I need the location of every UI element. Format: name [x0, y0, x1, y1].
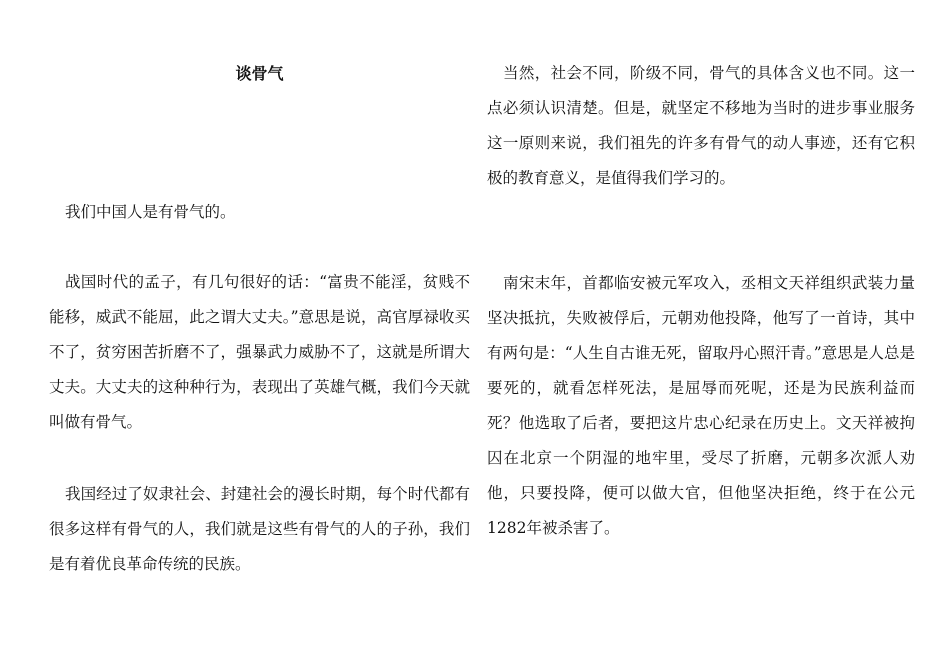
paragraph: 我国经过了奴隶社会、封建社会的漫长时期，每个时代都有很多这样有骨气的人，我们就是这些有骨气的人的子孙，我们是有着优良革命传统的民族。 [49, 485, 470, 573]
paragraph: 我们中国人是有骨气的。 [65, 203, 236, 221]
left-column [49, 0, 470, 672]
paragraph: 南宋末年，首都临安被元军攻入，丞相文天祥组织武装力量坚决抵抗，失败被俘后，元朝劝他投降，他写了一首诗，其中有两句是：“人生自古谁无死，留取丹心照汗青。”意思是人总是要死的，就看怎样死法，是屈辱而死呢，还是为民族利益而死？他选取了后者，要把这片忠心纪录在历史上。文天祥被拘囚在北京一个阴湿的地牢里，受尽了折磨，元朝多次派人劝他，只要投降，便可以做大官，但他坚决拒绝，终于在公元1282年被杀害了。 [487, 274, 915, 537]
document-title: 谈骨气 [235, 64, 284, 83]
paragraph: 当然，社会不同，阶级不同，骨气的具体含义也不同。这一点必须认识清楚。但是，就坚定不移地为当时的进步事业服务这一原则来说，我们祖先的许多有骨气的动人事迹，还有它积极的教育意义，是值得我们学习的。 [487, 64, 915, 187]
right-column [487, 0, 915, 672]
paragraph: 战国时代的孟子，有几句很好的话：“富贵不能淫，贫贱不能移，威武不能屈，此之谓大丈夫。”意思是说，高官厚禄收买不了，贫穷困苦折磨不了，强暴武力威胁不了，这就是所谓大丈夫。大丈夫的这种种行为，表现出了英雄气概，我们今天就叫做有骨气。 [49, 273, 470, 431]
